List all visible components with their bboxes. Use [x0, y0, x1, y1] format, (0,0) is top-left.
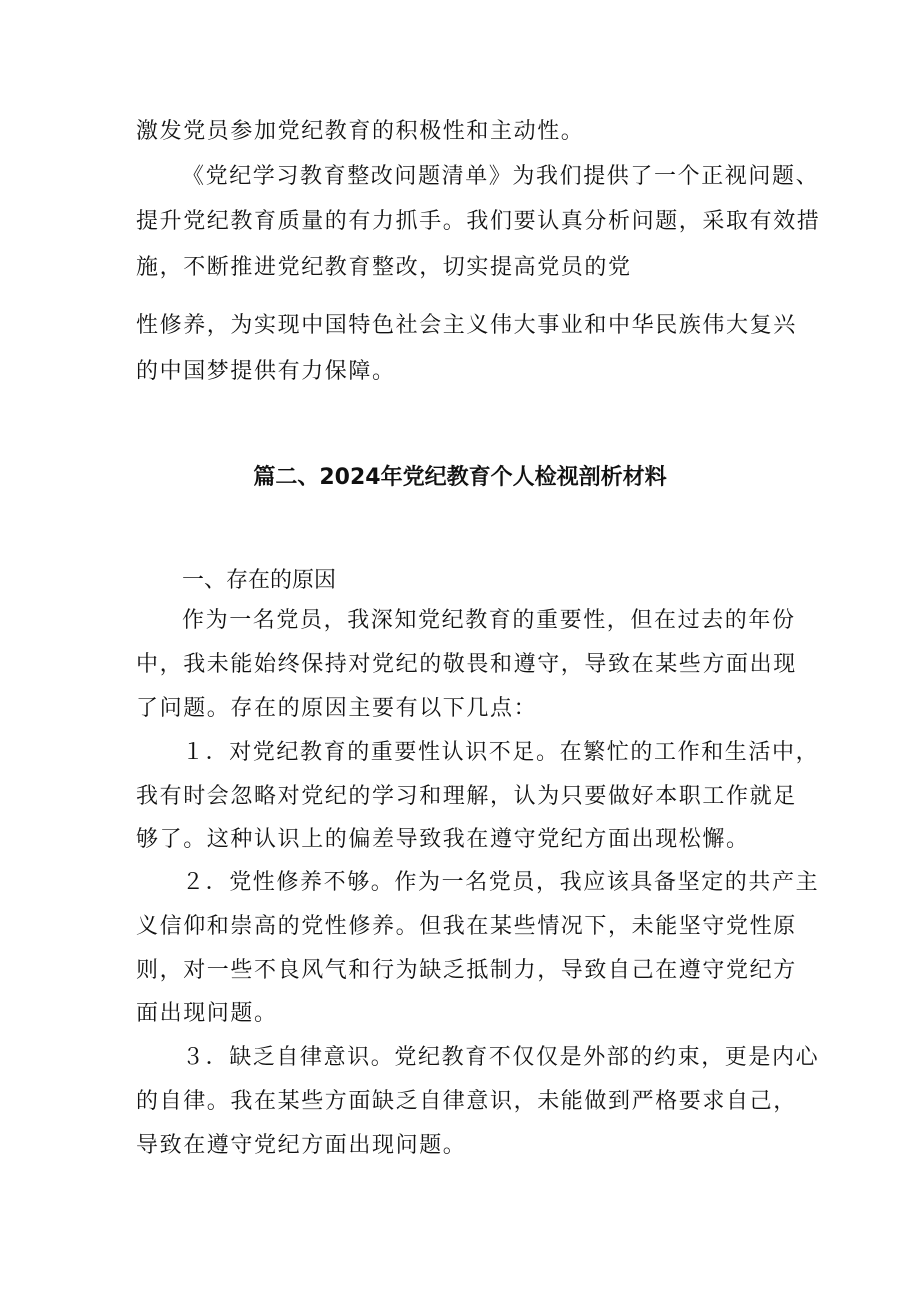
paragraph-line: 中，我未能始终保持对党纪的敬畏和遵守，导致在某些方面出现	[136, 652, 797, 677]
paragraph-line: 作为一名党员，我深知党纪教育的重要性，但在过去的年份	[182, 608, 796, 633]
paragraph-line: 我有时会忽略对党纪的学习和理解，认为只要做好本职工作就足	[136, 784, 797, 809]
paragraph-line: 义信仰和崇高的党性修养。但我在某些情况下，未能坚守党性原	[136, 914, 797, 939]
section-heading: 一、存在的原因	[182, 568, 337, 593]
paragraph-line: ３．缺乏自律意识。党纪教育不仅仅是外部的约束，更是内心	[182, 1045, 820, 1070]
paragraph-line: 了问题。存在的原因主要有以下几点：	[136, 696, 538, 721]
paragraph-line: 提升党纪教育质量的有力抓手。我们要认真分析问题，采取有效措	[136, 209, 821, 234]
paragraph-line: 性修养，为实现中国特色社会主义伟大事业和中华民族伟大复兴	[136, 313, 797, 338]
paragraph-line: 激发党员参加党纪教育的积极性和主动性。	[136, 119, 585, 144]
paragraph-line: 施，不断推进党纪教育整改，切实提高党员的党	[136, 255, 632, 280]
paragraph-line: 的中国梦提供有力保障。	[136, 359, 396, 384]
paragraph-line: 够了。这种认识上的偏差导致我在遵守党纪方面出现松懈。	[136, 827, 750, 852]
paragraph-line: 的自律。我在某些方面缺乏自律意识，未能做到严格要求自己，	[136, 1089, 797, 1114]
paragraph-line: １．对党纪教育的重要性认识不足。在繁忙的工作和生活中，	[182, 740, 820, 765]
paragraph-line: 《党纪学习教育整改问题清单》为我们提供了一个正视问题、	[182, 164, 820, 189]
paragraph-line: ２．党性修养不够。作为一名党员，我应该具备坚定的共产主	[182, 870, 820, 895]
paragraph-line: 则，对一些不良风气和行为缺乏抵制力，导致自己在遵守党纪方	[136, 958, 797, 983]
paragraph-line: 面出现问题。	[136, 1001, 278, 1026]
section-title: 篇二、2024年党纪教育个人检视剖析材料	[253, 465, 667, 490]
paragraph-line: 导致在遵守党纪方面出现问题。	[136, 1133, 467, 1158]
